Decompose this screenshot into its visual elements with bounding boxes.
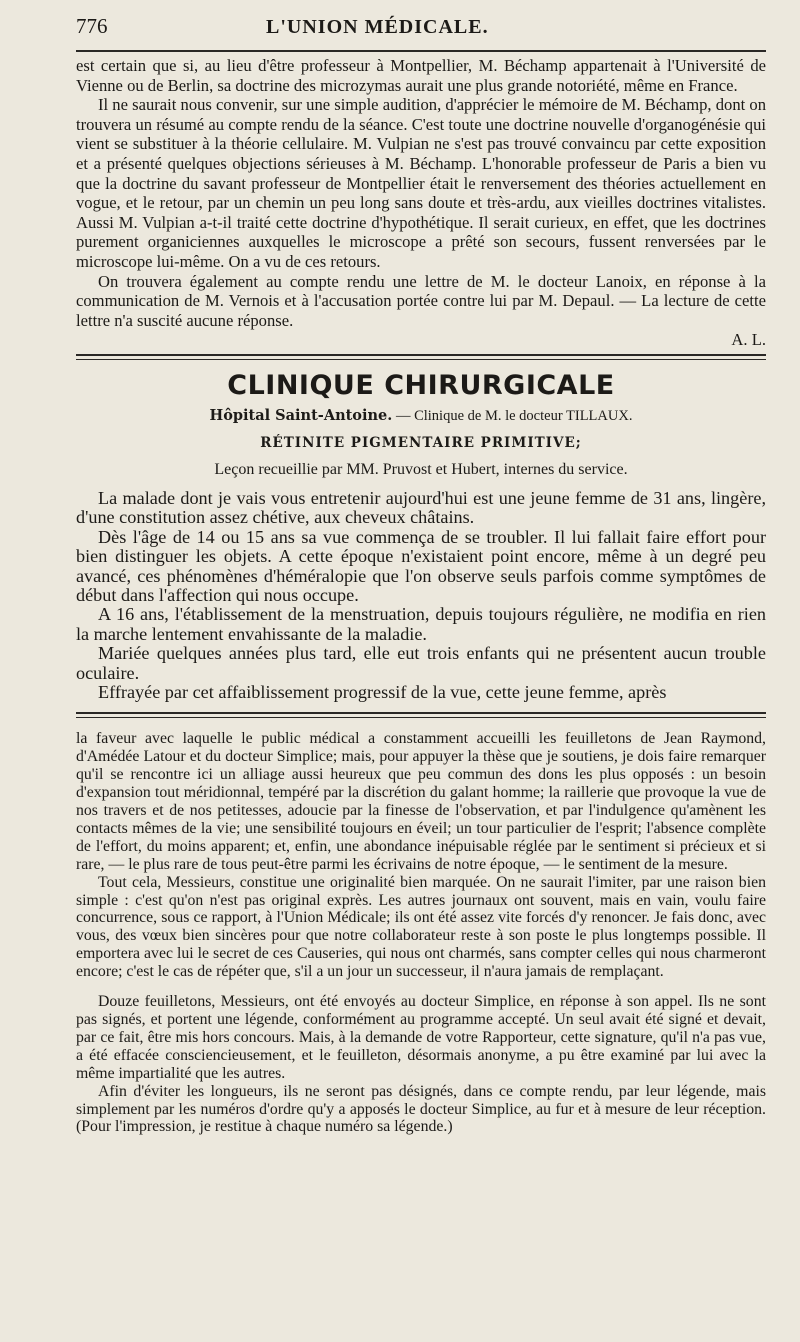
clinique-paragraph: Dès l'âge de 14 ou 15 ans sa vue commença de se troubler. Il lui fallait faire effort pour bien distinguer les objets. A cette époque n'existaient point encore, même à un degré peu avancé, ces phénomènes d'héméralopie que l'on observe seuls parfois comme symptômes de début dans l'affection qui nous occupe. (76, 526, 766, 605)
feuilleton-paragraph: Douze feuilletons, Messieurs, ont été envoyés au docteur Simplice, en réponse à son appel. Ils ne sont pas signés, et portent une légende, conformément au programme accepté. Un seul avait été signé et devait, par ce fait, être mis hors concours. Mais, à la demande de votre Rapporteur, cette signature, qu'il n'a pas vue, a été effacée consciencieusement, et le feuilleton, désormais anonyme, a pu être examiné par lui avec la même impartialité que les autres. (76, 993, 766, 1082)
feuilleton-paragraph: la faveur avec laquelle le public médical a constamment accueilli les feuilletons de Jean Raymond, d'Amédée Latour et du docteur Simplice; mais, pour appuyer la thèse que je soutiens, je dois faire remarquer qu'il se rencontre ici un alliage aussi heureux que peu commun des dons les plus opposés : un besoin d'expansion tout méridionnal, tempéré par la discrétion du galant homme; la raillerie que provoque la vue de nos travers et de nos petitesses, adoucie par la finesse de l'observation, et par l'indulgence qu'amènent les contacts mêmes de la vie; une sensibilité toujours en éveil; un tour particulier de l'esprit; l'absence complète de l'effort, du moins apparent; et, enfin, une abondance inépuisable réglée par le sentiment si précieux et si rare, — le plus rare de tous peut-être parmi les écrivains de notre époque, — le sentiment de la mesure. (76, 730, 766, 873)
feuilleton-paragraph: Afin d'éviter les longueurs, ils ne seront pas désignés, dans ce compte rendu, par leur légende, mais simplement par les numéros d'ordre qu'y a apposés le docteur Simplice, au fur et à mesure de leur réception. (Pour l'impression, je restitue à chaque numéro sa légende.) (76, 1082, 766, 1136)
editorial-paragraph: Il ne saurait nous convenir, sur une simple audition, d'apprécier le mémoire de M. Béchamp, dont on trouvera un résumé au compte rendu de la séance. C'est toute une doctrine nouvelle d'organogénésie qui vient se substituer à la théorie cellulaire. M. Vulpian ne s'est pas trouvé convaincu par cette exposition et a présenté quelques objections sérieuses à M. Béchamp. L'honorable professeur de Paris a bien vu que la doctrine du savant professeur de Montpellier était le renversement des théories actuellement en vogue, et le retour, par un chemin un peu long sans doute et très-ardu, aux vieilles doctrines vitalistes. Aussi M. Vulpian a-t-il traité cette doctrine d'hypothétique. Il serait curieux, en effet, que les doctrines purement organiciennes auxquelles le microscope a prêté son secours, fussent renversées par le microscope lui-même. On a vu de ces retours. (76, 95, 766, 271)
clinique-paragraph: A 16 ans, l'établissement de la menstruation, depuis toujours régulière, ne modifia en rien la marche lentement envahissante de la maladie. (76, 604, 766, 644)
clinique-section (76, 370, 766, 702)
editorial-paragraph: On trouvera également au compte rendu une lettre de M. le docteur Lanoix, en réponse à la communication de M. Vernois et à l'accusation portée contre lui par M. Depaul. — La lecture de cette lettre n'a suscité aucune réponse. (76, 271, 766, 330)
lesson-subtitle: RÉTINITE PIGMENTAIRE PRIMITIVE; (260, 434, 582, 451)
feuilleton-divider (76, 712, 766, 718)
page-number: 776 (76, 14, 108, 38)
clinic-name: — Clinique de M. le docteur TILLAUX. (395, 407, 633, 424)
lesson-credit: Leçon recueillie par MM. Pruvost et Hubert, internes du service. (214, 460, 628, 478)
clinique-paragraph: Effrayée par cet affaiblissement progressif de la vue, cette jeune femme, après (98, 681, 667, 702)
paragraph-gap (76, 981, 766, 993)
editorial-signature: A. L. (731, 330, 766, 350)
editorial-section (76, 56, 766, 350)
feuilleton-paragraph: Tout cela, Messieurs, constitue une originalité bien marquée. On ne saurait l'imiter, par une raison bien simple : c'est qu'on n'est pas original exprès. Les autres journaux ont souvent, mais en vain, voulu faire concurrence, sous ce rapport, à l'Union Médicale; ils ont été assez vite forcés d'y renoncer. Je fais donc, avec vous, des vœux bien sincères pour que notre collaborateur reste à son poste le plus longtemps possible. Il emportera avec lui le secret de ces Causeries, qui nous ont charmés, sans compter celles qui nous charmeront encore; c'est le cas de répéter que, s'il a un jour un successeur, il n'aura jamais de remplaçant. (76, 873, 766, 981)
clinique-body (76, 489, 766, 702)
feuilleton-section (76, 730, 766, 1136)
running-title: L'UNION MÉDICALE. (266, 16, 489, 38)
editorial-paragraph: est certain que si, au lieu d'être professeur à Montpellier, M. Béchamp appartenait à l'Université de Vienne ou de Berlin, sa doctrine des microzymas aurait une plus grande notoriété, même en France. (76, 56, 766, 95)
hospital-line (76, 407, 766, 425)
header-rule (76, 50, 766, 52)
hospital-name: Hôpital Saint-Antoine. (209, 406, 393, 424)
section-divider (76, 354, 766, 360)
clinique-paragraph: Mariée quelques années plus tard, elle eut trois enfants qui ne présentent aucun trouble oculaire. (76, 643, 766, 683)
clinique-paragraph: La malade dont je vais vous entretenir aujourd'hui est une jeune femme de 31 ans, lingère, d'une constitution assez chétive, aux cheveux châtains. (76, 487, 766, 528)
section-title: CLINIQUE CHIRURGICALE (227, 369, 615, 401)
page-header (76, 14, 766, 48)
